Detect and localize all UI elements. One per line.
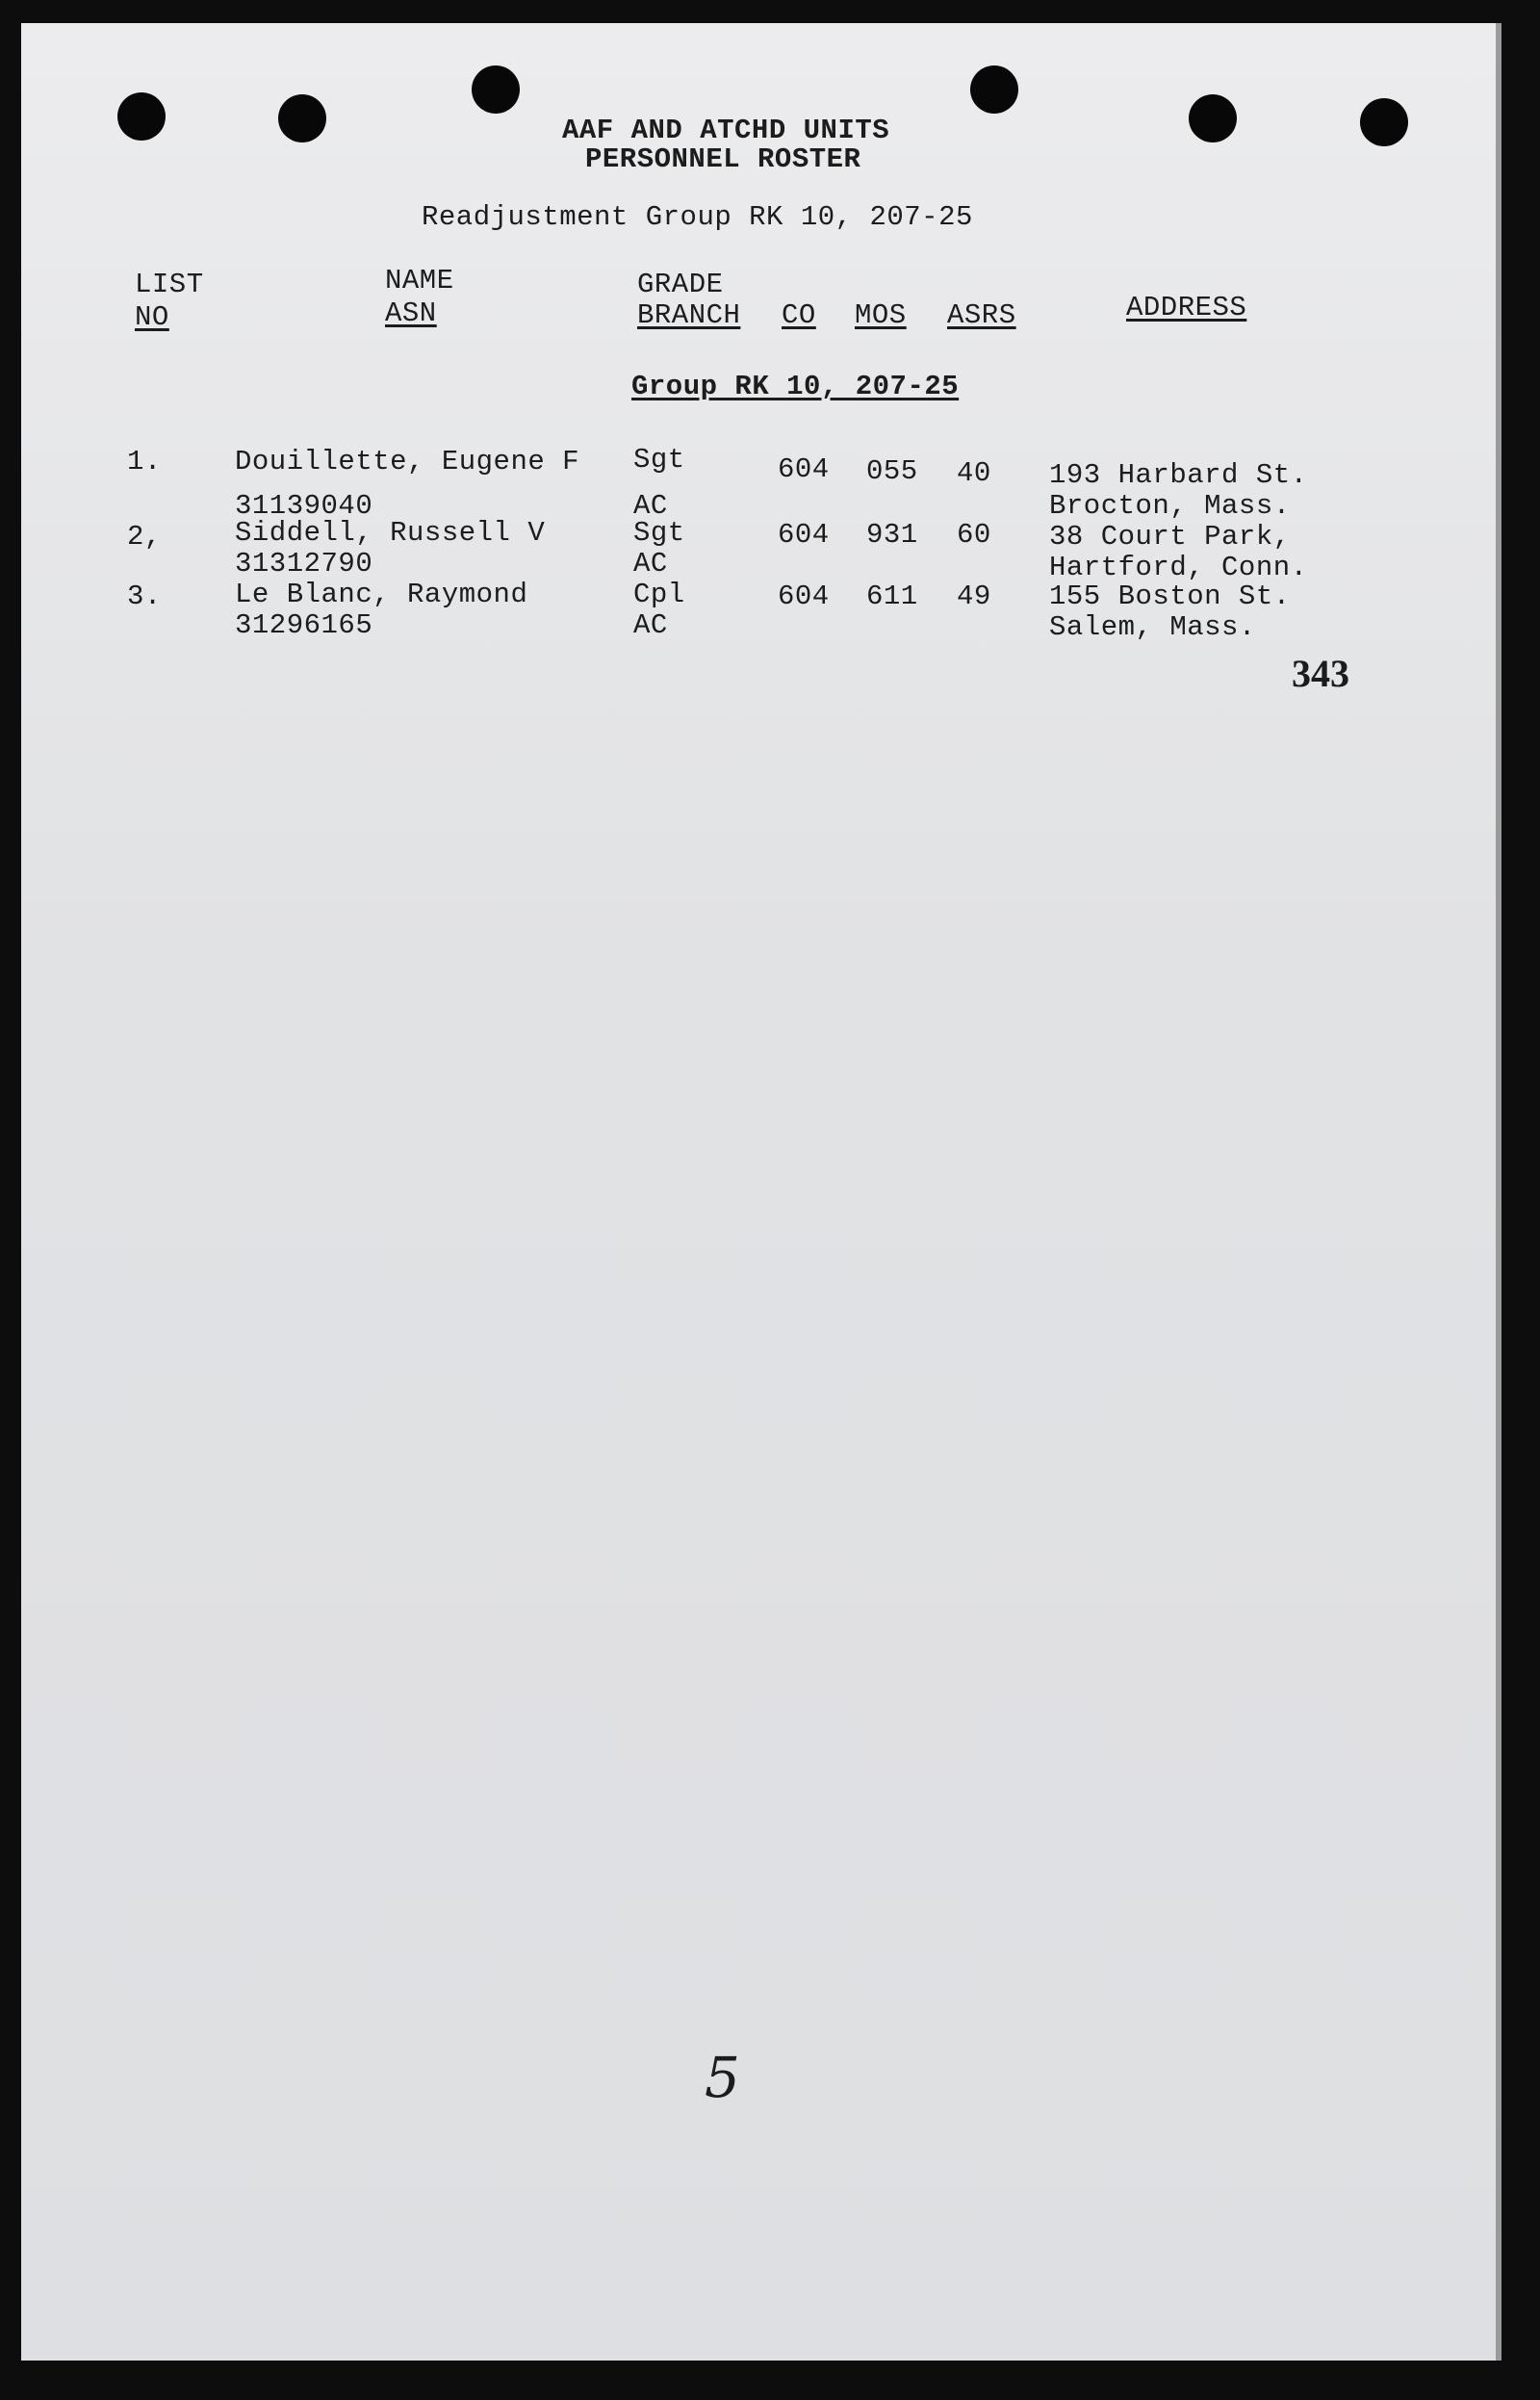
col-header-no: NO xyxy=(135,301,169,333)
punch-hole xyxy=(1360,98,1408,146)
roster-subtitle: PERSONNEL ROSTER xyxy=(585,143,861,175)
row-asrs: 60 xyxy=(957,519,991,551)
row-mos: 055 xyxy=(866,455,918,487)
col-header-list: LIST xyxy=(135,269,204,300)
col-header-branch: BRANCH xyxy=(637,299,741,331)
row-co: 604 xyxy=(778,581,830,612)
row-address-line1: 155 Boston St. xyxy=(1049,581,1291,612)
row-address-line1: 38 Court Park, xyxy=(1049,521,1291,553)
row-grade: Sgt xyxy=(633,444,685,476)
row-list-no: 1. xyxy=(127,446,162,477)
readjustment-group: Readjustment Group RK 10, 207-25 xyxy=(422,201,973,233)
punch-hole xyxy=(278,94,326,142)
row-name: Douillette, Eugene F xyxy=(235,446,580,477)
col-header-name: NAME xyxy=(385,265,454,297)
row-branch: AC xyxy=(633,548,668,580)
row-grade: Sgt xyxy=(633,517,685,549)
punch-hole xyxy=(472,65,520,114)
row-list-no: 3. xyxy=(127,581,162,612)
punch-hole xyxy=(970,65,1018,114)
row-branch: AC xyxy=(633,490,668,522)
row-grade: Cpl xyxy=(633,579,685,610)
roster-title: AAF AND ATCHD UNITS xyxy=(562,115,890,146)
punch-hole xyxy=(117,92,166,141)
col-header-asrs: ASRS xyxy=(947,299,1016,331)
row-list-no: 2, xyxy=(127,521,162,553)
row-mos: 931 xyxy=(866,519,918,551)
row-co: 604 xyxy=(778,519,830,551)
row-asrs: 40 xyxy=(957,457,991,489)
roster-page xyxy=(21,23,1502,2361)
row-name: Le Blanc, Raymond xyxy=(235,579,528,610)
group-heading: Group RK 10, 207-25 xyxy=(631,371,960,402)
col-header-address: ADDRESS xyxy=(1126,292,1247,323)
row-address-line2: Salem, Mass. xyxy=(1049,611,1256,643)
punch-hole xyxy=(1189,94,1237,142)
col-header-co: CO xyxy=(782,299,816,331)
row-asrs: 49 xyxy=(957,581,991,612)
stamp-number: 343 xyxy=(1292,652,1349,695)
handwritten-mark: 5 xyxy=(705,2045,740,2110)
col-header-asn: ASN xyxy=(385,297,437,329)
row-mos: 611 xyxy=(866,581,918,612)
row-name: Siddell, Russell V xyxy=(235,517,546,549)
row-asn: 31296165 xyxy=(235,609,373,641)
row-asn: 31139040 xyxy=(235,490,373,522)
row-address-line1: 193 Harbard St. xyxy=(1049,459,1308,491)
row-address-line2: Hartford, Conn. xyxy=(1049,552,1308,583)
col-header-mos: MOS xyxy=(855,299,907,331)
row-address-line2: Brocton, Mass. xyxy=(1049,490,1291,522)
col-header-grade: GRADE xyxy=(637,269,724,300)
row-branch: AC xyxy=(633,609,668,641)
row-asn: 31312790 xyxy=(235,548,373,580)
row-co: 604 xyxy=(778,453,830,485)
